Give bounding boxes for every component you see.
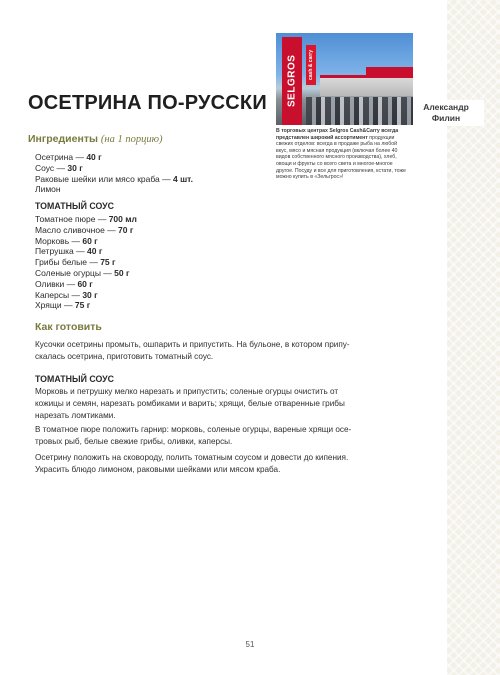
list-item: Грибы белые — 75 г bbox=[35, 257, 116, 268]
howto-intro: Кусочки осетрины промыть, ошпарить и припустить. На бульоне, в котором припу- скалась осетрина, приготовить томатный соус. bbox=[35, 340, 350, 361]
list-item: Петрушка — 40 г bbox=[35, 246, 103, 257]
ingredients-list bbox=[35, 152, 193, 195]
store-building bbox=[320, 75, 413, 96]
list-item: Соленые огурцы — 50 г bbox=[35, 267, 130, 278]
recipe-title: ОСЕТРИНА ПО-РУССКИ bbox=[28, 92, 267, 114]
author-name: Александр Филин bbox=[408, 100, 484, 126]
selgros-sign: SELGROS bbox=[282, 37, 302, 125]
caption-bold: В торговых центрах Selgros Cash&Carry всегда представлен широкий ассортимент bbox=[276, 128, 399, 141]
sauce-howto-heading: ТОМАТНЫЙ СОУС bbox=[35, 374, 114, 384]
list-item: Каперсы — 30 г bbox=[35, 289, 98, 300]
list-item: Соус — 30 г bbox=[35, 162, 83, 173]
page-number: 51 bbox=[245, 640, 255, 649]
ingredients-heading bbox=[28, 133, 162, 145]
sauce-ingredients-list bbox=[35, 214, 137, 311]
parking-lot bbox=[306, 97, 413, 125]
howto-step: Морковь и петрушку мелко нарезать и припустить; соленые огурцы очистить от кожицы и семян, нарезать ромбиками и варить; хрящи, белые отваренные грибы нарезать ломтиками. bbox=[35, 387, 345, 420]
list-item: Раковые шейки или мясо краба — 4 шт. bbox=[35, 173, 193, 184]
sauce-ingredients-heading: ТОМАТНЫЙ СОУС bbox=[35, 201, 114, 211]
howto-step: В томатное пюре положить гарнир: морковь, соленые огурцы, вареные хрящи осе- тровых рыб, белые свежие грибы, оливки, каперсы. bbox=[35, 425, 352, 446]
list-item: Морковь — 60 г bbox=[35, 235, 98, 246]
cash-carry-flag: cash & carry bbox=[306, 45, 316, 85]
list-item: Осетрина — 40 г bbox=[35, 152, 102, 162]
howto-step: Осетрину положить на сковороду, полить томатным соусом и довести до кипения. Украсить блюдо лимоном, раковыми шейками или мясом краба. bbox=[35, 453, 349, 474]
ingredients-heading-text: Ингредиенты bbox=[28, 133, 98, 145]
list-item: Оливки — 60 г bbox=[35, 278, 93, 289]
store-photo bbox=[276, 33, 413, 125]
portion-note: (на 1 порцию) bbox=[100, 134, 163, 145]
list-item: Хрящи — 75 г bbox=[35, 300, 91, 311]
howto-heading: Как готовить bbox=[35, 321, 102, 333]
list-item: Томатное пюре — 700 мл bbox=[35, 214, 137, 224]
list-item: Масло сливочное — 70 г bbox=[35, 224, 134, 235]
list-item: Лимон bbox=[35, 184, 61, 195]
caption-text: продукции свежих отделов: всегда в продаже рыба на любой вкус, мясо и мясная продукция (включая более 40 видов собственного мясного производства), хлеб, овощи и фрукты со всего света и многое-многое другое. Посуду и все для приготовления, кстати, тоже можно купить в «Зельгрос»! bbox=[276, 134, 406, 181]
photo-caption bbox=[276, 128, 406, 181]
